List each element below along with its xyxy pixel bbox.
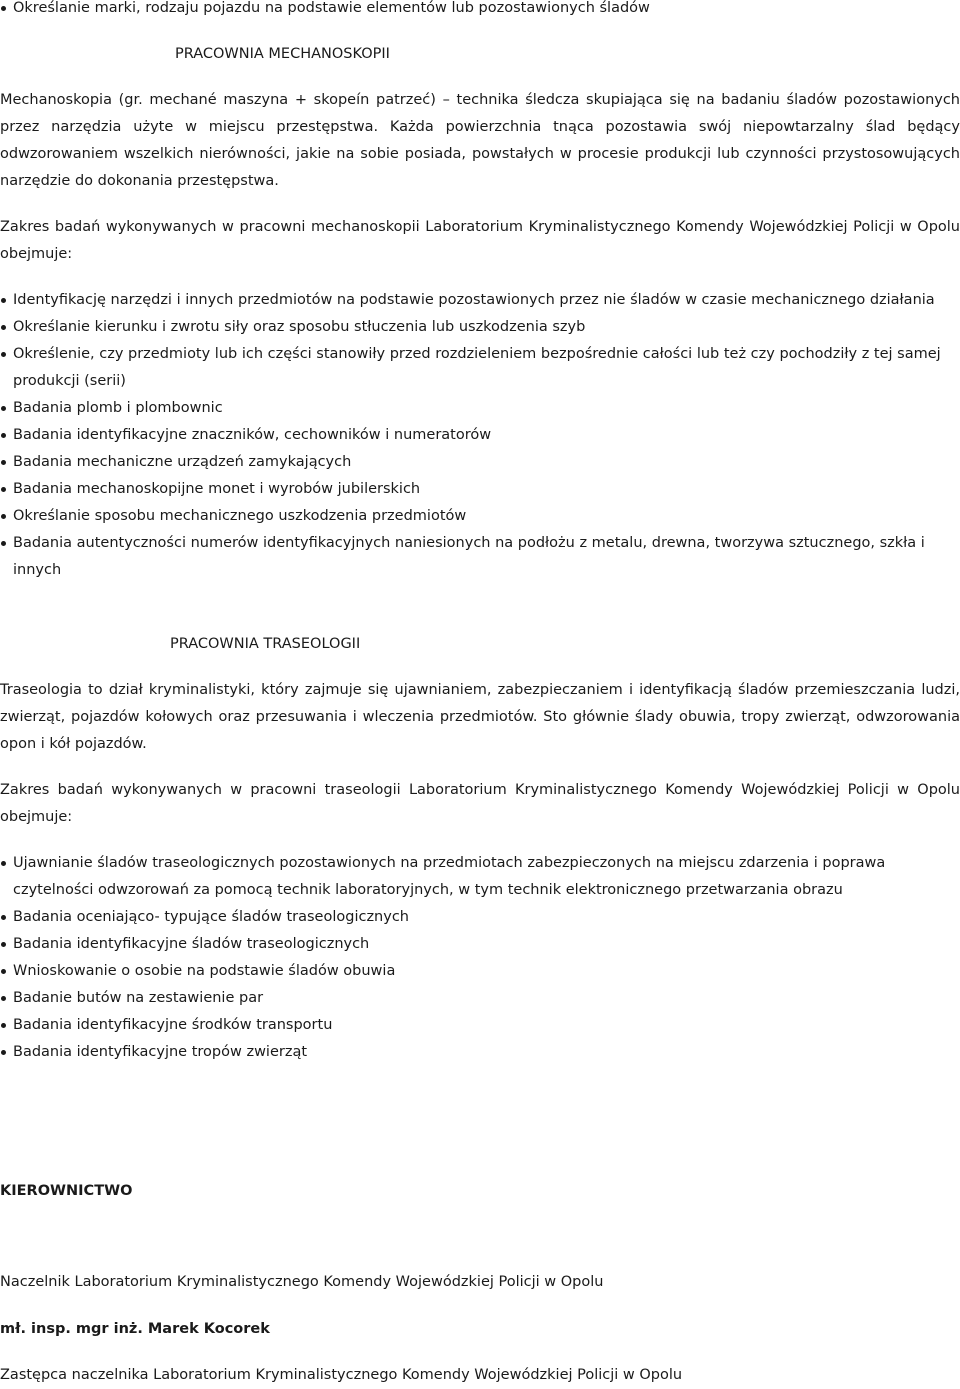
traseology-heading: PRACOWNIA TRASEOLOGII — [170, 636, 361, 652]
list-item: Badanie butów na zestawienie par — [0, 985, 960, 1012]
traseology-intro: Traseologia to dział kryminalistyki, który zajmuje się ujawnianiem, zabezpieczaniem i identyfikacją śladów przemieszczania ludzi, zwierząt, pojazdów kołowych oraz przesuwania i wleczenia przedmiotów. Sto głównie ślady obuwia, tropy zwierząt, odwzorowania opon i kół pojazdów. — [0, 682, 960, 752]
list-item: Określanie kierunku i zwrotu siły oraz sposobu stłuczenia lub uszkodzenia szyb — [0, 314, 960, 341]
list-item: Określanie marki, rodzaju pojazdu na podstawie elementów lub pozostawionych śladów — [0, 0, 960, 22]
list-item: Badania plomb i plombownic — [0, 395, 960, 422]
list-item: Badania autentyczności numerów identyfikacyjnych naniesionych na podłożu z metalu, drewna, tworzywa sztucznego, szkła i innych — [0, 530, 960, 584]
mechanoscopy-intro: Mechanoskopia (gr. mechané maszyna + skopeín patrzeć) – technika śledcza skupiająca się na badaniu śladów pozostawionych przez narzędzia użyte w miejscu przestępstwa. Każda powierzchnia tnąca pozostawia swój niepowtarzalny ślad będący odwzorowaniem wszelkich nierówności, jakie na sobie posiada, powstałych w procesie produkcji lub czynności przystosowujących narzędzie do dokonania przestępstwa. — [0, 92, 960, 189]
list-item: Badania mechaniczne urządzeń zamykających — [0, 449, 960, 476]
list-item: Badania identyfikacyjne znaczników, cechowników i numeratorów — [0, 422, 960, 449]
mechanoscopy-scope: Zakres badań wykonywanych w pracowni mechanoskopii Laboratorium Kryminalistycznego Komendy Wojewódzkiej Policji w Opolu obejmuje: — [0, 219, 960, 262]
mechanoscopy-heading: PRACOWNIA MECHANOSKOPII — [175, 46, 390, 62]
list-item: Określanie sposobu mechanicznego uszkodzenia przedmiotów — [0, 503, 960, 530]
management-heading: KIEROWNICTWO — [0, 1183, 133, 1199]
list-item: Określenie, czy przedmioty lub ich części stanowiły przed rozdzieleniem bezpośrednie całości lub też czy pochodziły z tej samej produkcji (serii) — [0, 341, 960, 395]
list-item: Badania mechanoskopijne monet i wyrobów jubilerskich — [0, 476, 960, 503]
list-item: Badania identyfikacyjne środków transportu — [0, 1012, 960, 1039]
head-name: mł. insp. mgr inż. Marek Kocorek — [0, 1321, 270, 1337]
head-title: Naczelnik Laboratorium Kryminalistycznego Komendy Wojewódzkiej Policji w Opolu — [0, 1274, 604, 1290]
list-item: Ujawnianie śladów traseologicznych pozostawionych na przedmiotach zabezpieczonych na miejscu zdarzenia i poprawa czytelności odwzorowań za pomocą technik laboratoryjnych, w tym technik elektronicznego przetwarzania obrazu — [0, 850, 960, 904]
list-item: Badania identyfikacyjne tropów zwierząt — [0, 1039, 960, 1066]
list-item: Badania identyfikacyjne śladów traseologicznych — [0, 931, 960, 958]
traseology-scope: Zakres badań wykonywanych w pracowni traseologii Laboratorium Kryminalistycznego Komendy Wojewódzkiej Policji w Opolu obejmuje: — [0, 782, 960, 825]
list-item: Identyfikację narzędzi i innych przedmiotów na podstawie pozostawionych przez nie śladów w czasie mechanicznego działania — [0, 287, 960, 314]
mechanoscopy-list — [0, 287, 960, 584]
list-item: Badania oceniająco- typujące śladów traseologicznych — [0, 904, 960, 931]
deputy-title: Zastępca naczelnika Laboratorium Kryminalistycznego Komendy Wojewódzkiej Policji w Opolu — [0, 1367, 683, 1383]
traseology-list — [0, 850, 960, 1066]
top-bullet-list — [0, 0, 960, 22]
list-item: Wnioskowanie o osobie na podstawie śladów obuwia — [0, 958, 960, 985]
